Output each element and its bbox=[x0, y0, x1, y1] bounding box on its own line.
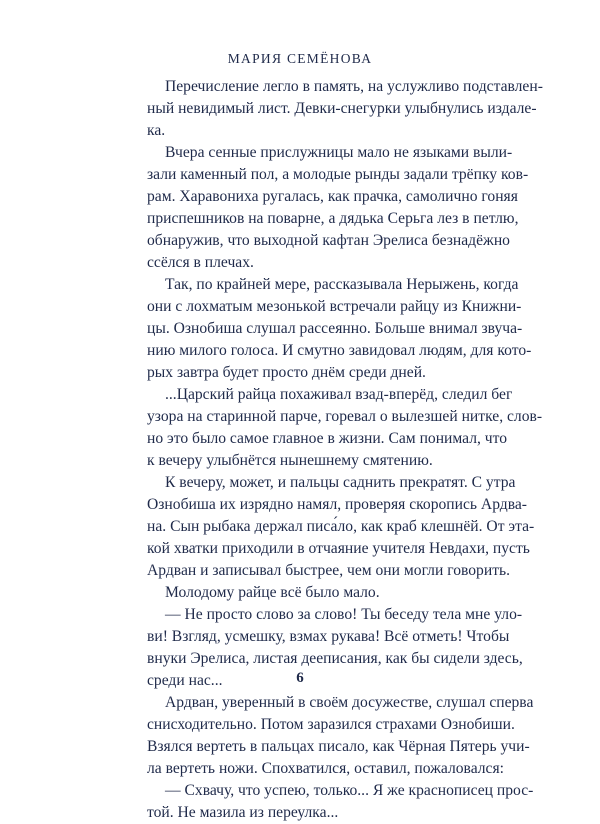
text-line: рам. Харавониха ругалась, как прачка, самолично гоняя bbox=[147, 188, 518, 205]
text-line: Ознобиша их изрядно намял, проверяя скоропись Ардва- bbox=[147, 496, 527, 513]
text-line: цы. Ознобиша слушал рассеянно. Больше внимал звуча- bbox=[147, 320, 523, 337]
text-line: ви! Взгляд, усмешку, взмах рукава! Всё отметь! Чтобы bbox=[147, 628, 510, 645]
text-line: нию милого голоса. И смутно завидовал людям, для кото- bbox=[147, 342, 532, 359]
text-line: К вечеру, может, и пальцы саднить прекратят. С утра bbox=[165, 474, 516, 491]
text-line: к вечеру улыбнётся нынешнему смятению. bbox=[147, 452, 433, 469]
text-line: кой хватки приходили в отчаяние учителя Невдахи, пусть bbox=[147, 540, 530, 557]
text-line: ла вертеть ножи. Спохватился, оставил, пожаловался: bbox=[147, 760, 504, 777]
text-line: Ардван и записывал быстрее, чем они могли говорить. bbox=[147, 562, 511, 579]
text-line: Ардван, уверенный в своём досужестве, слушал сперва bbox=[165, 694, 534, 711]
text-line: ...Царский райца похаживал взад-вперёд, следил бег bbox=[165, 386, 513, 403]
text-line: снисходительно. Потом заразился страхами Ознобиши. bbox=[147, 716, 515, 733]
text-line: приспешников на поварне, а дядька Серьга лез в петлю, bbox=[147, 210, 519, 227]
text-line: Так, по крайней мере, рассказывала Нерыжень, когда bbox=[165, 276, 519, 293]
text-line: они с лохматым мезонькой встречали райцу из Книжни- bbox=[147, 298, 522, 315]
text-line: ный невидимый лист. Девки-снегурки улыбнулись издале- bbox=[147, 100, 537, 117]
text-line: среди нас... bbox=[147, 672, 223, 689]
text-line: ссёлся в плечах. bbox=[147, 254, 254, 271]
text-line: узора на старинной парче, горевал о вылезшей нитке, слов- bbox=[147, 408, 543, 425]
text-line: — Схвачу, что успею, только... Я же краснописец прос- bbox=[165, 782, 534, 799]
text-line: Взялся вертеть в пальцах писало, как Чёрная Пятерь учи- bbox=[147, 738, 530, 755]
running-header: МАРИЯ СЕМЁНОВА bbox=[227, 51, 373, 66]
text-line: рых завтра будет просто днём среди дней. bbox=[147, 364, 426, 381]
text-line: Молодому райце всё было мало. bbox=[165, 584, 380, 601]
text-line: зали каменный пол, а молодые рынды задали трёпку ков- bbox=[147, 166, 529, 183]
text-line: — Не просто слово за слово! Ты беседу тела мне уло- bbox=[165, 606, 523, 623]
text-line: обнаружив, что выходной кафтан Эрелиса безнадёжно bbox=[147, 232, 510, 249]
text-line: Перечисление легло в память, на услужливо подставлен- bbox=[165, 78, 543, 95]
text-line: на. Сын рыбака держал писа́ло, как краб клешнёй. От эта- bbox=[147, 518, 535, 535]
body-text bbox=[147, 76, 543, 824]
text-line: внуки Эрелиса, листая дееписания, как бы сидели здесь, bbox=[147, 650, 523, 667]
text-line: но это было самое главное в жизни. Сам понимал, что bbox=[147, 430, 508, 447]
text-line: Вчера сенные прислужницы мало не языками выли- bbox=[165, 144, 513, 161]
text-line: ка. bbox=[147, 122, 166, 139]
page-number: 6 bbox=[296, 670, 304, 686]
text-line: той. Не мазила из переулка... bbox=[147, 804, 339, 821]
